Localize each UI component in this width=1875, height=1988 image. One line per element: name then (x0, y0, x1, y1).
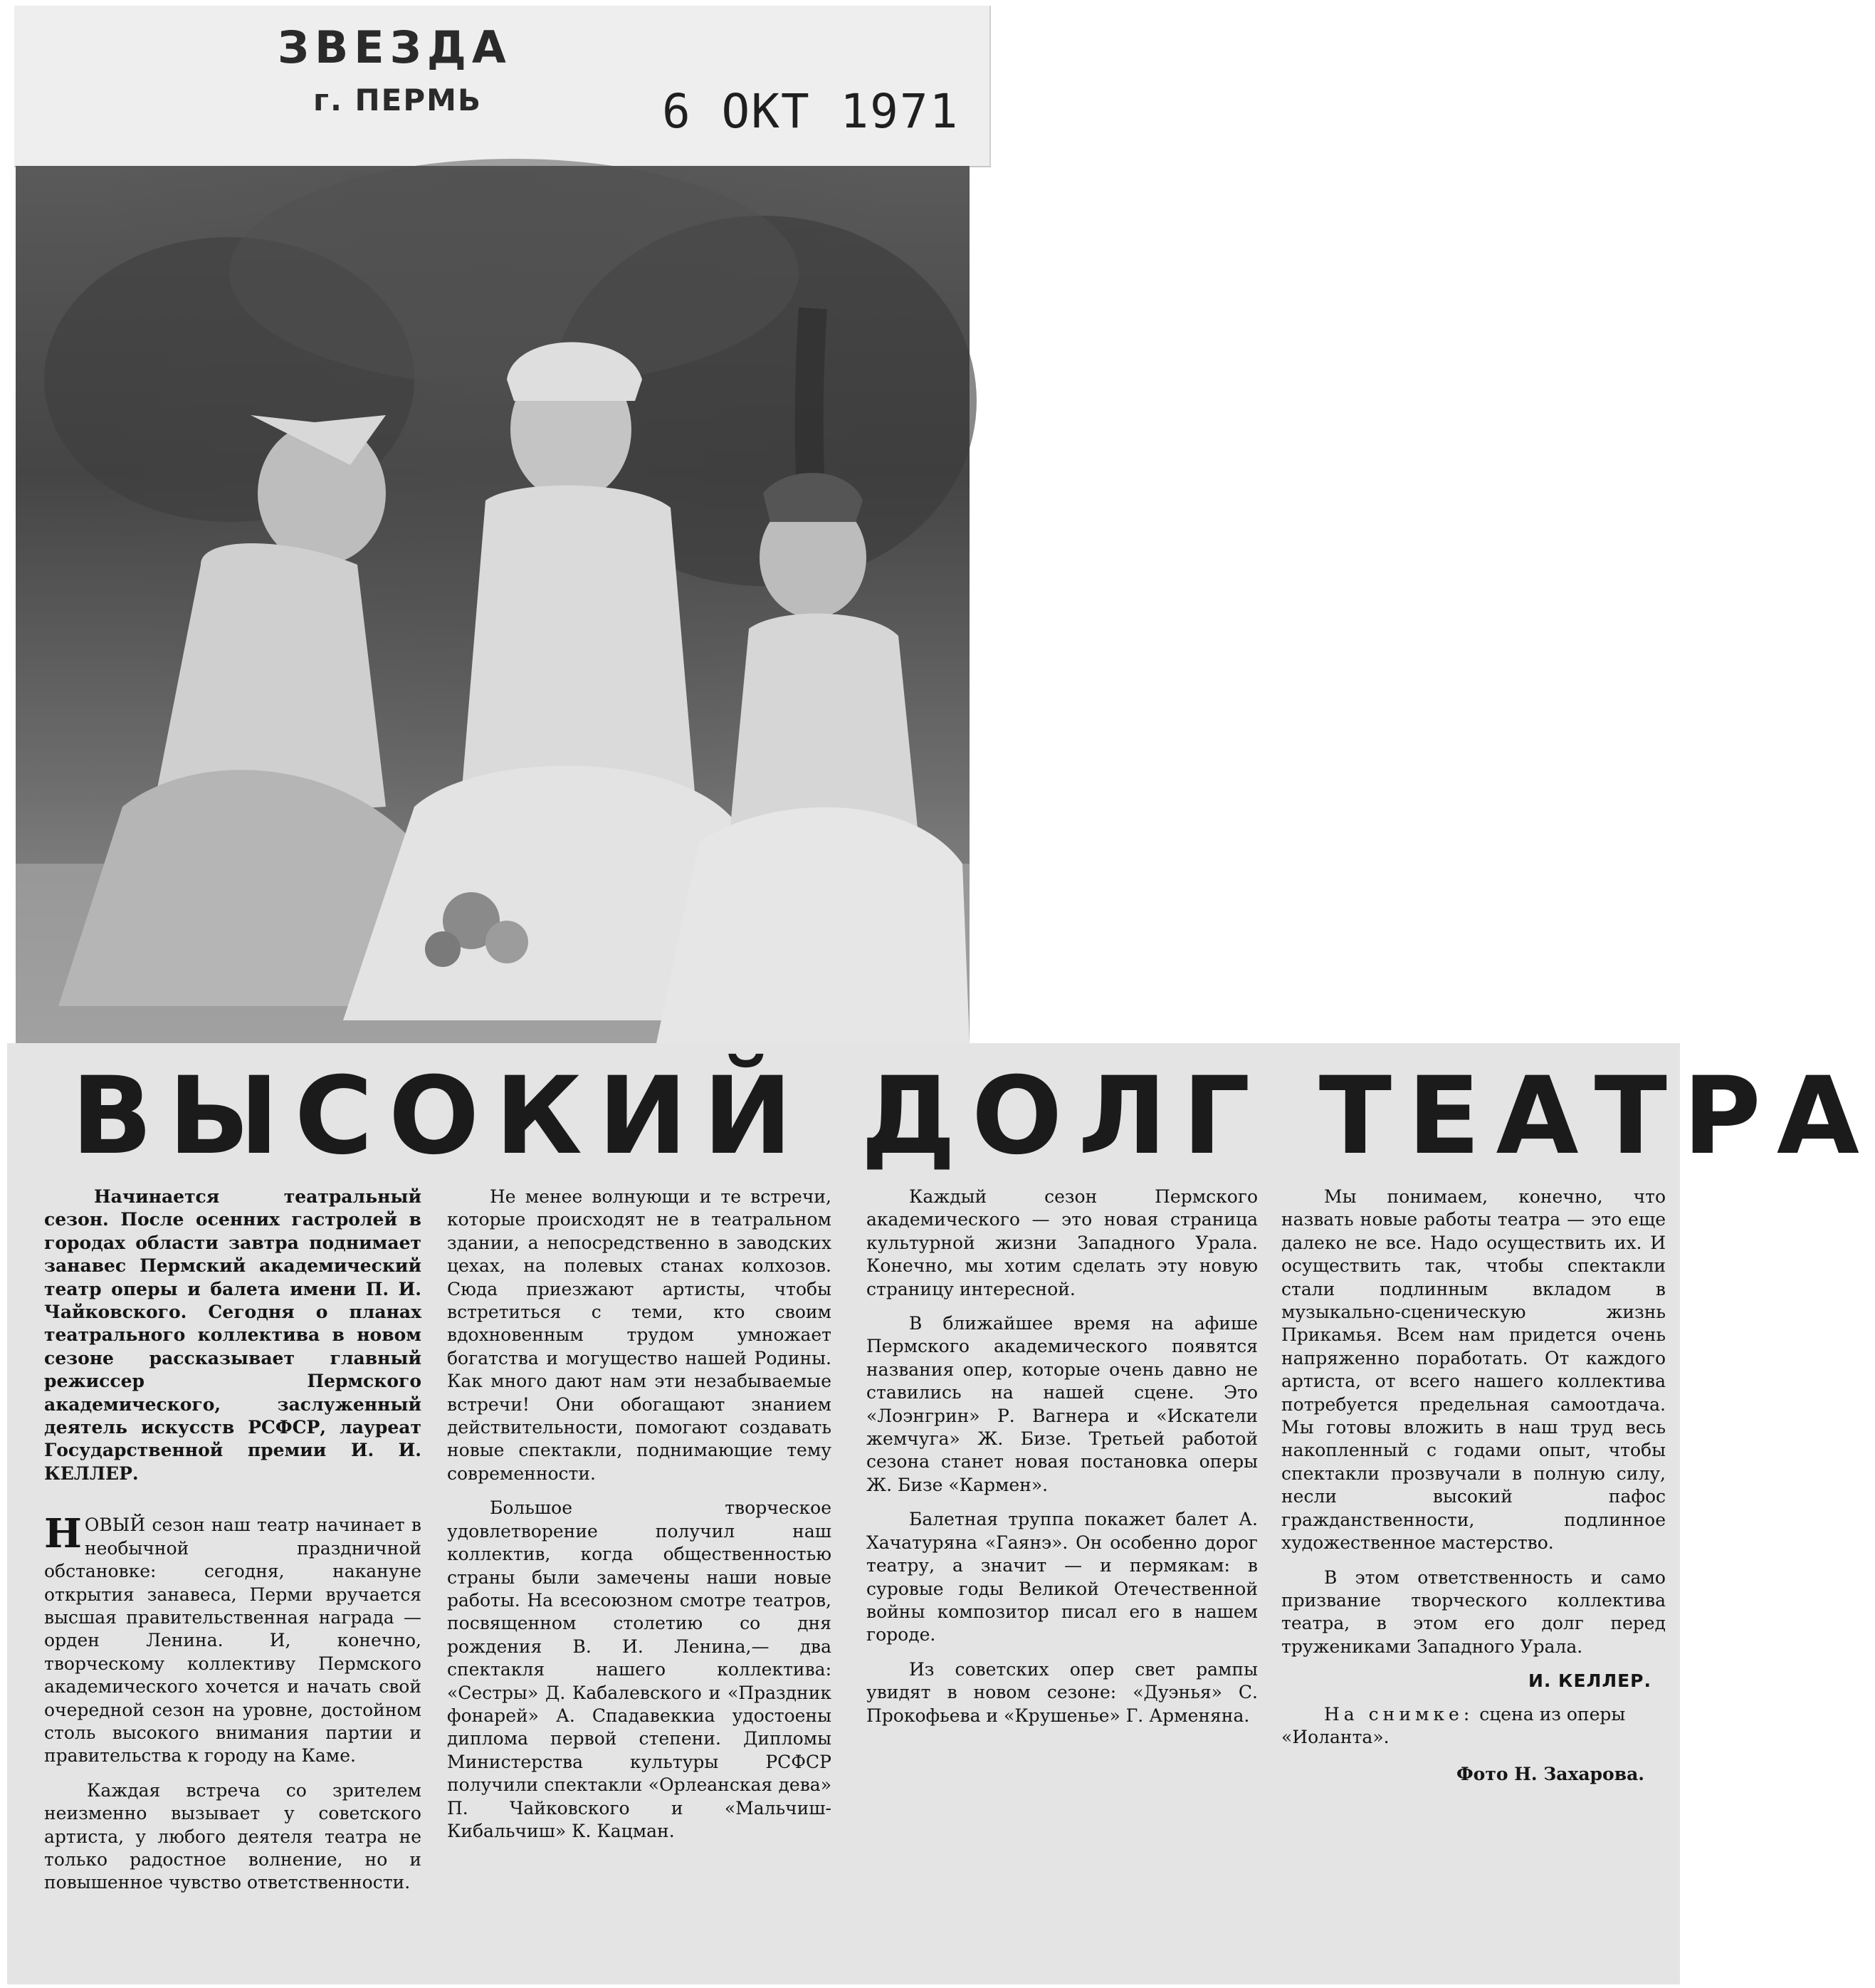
article-paragraph: Не менее волнующи и те встречи, которые происходят не в театральном здании, а непосредственно в заводских цехах, на полевых станах колхозов. Сюда приезжают артисты, чтобы встретиться с теми, кто своим вдохновенным трудом умножает богатства и могущество нашей Родины. Как много дают нам эти незабываемые встречи! Они обогащают знанием действительности, помогают создавать новые спектакли, поднимающие тему современности. (447, 1186, 831, 1484)
caption-text: сцена из оперы «Иоланта». (1281, 1703, 1626, 1747)
photo-caption (1281, 1703, 1666, 1749)
headline: ВЫСОКИЙ ДОЛГ ТЕАТРА (71, 1055, 1875, 1178)
article-column-3 (866, 1186, 1258, 1739)
dropcap: Н (44, 1510, 82, 1558)
opera-scene-photo-icon (16, 166, 970, 1043)
paragraph-text: ОВЫЙ сезон наш театр начинает в необычной праздничной обстановке: сегодня, накануне открытия занавеса, Перми вручается высшая правительственная награда — орден Ленина. И, конечно, творческому коллективу Пермского академического хочется и начать свой очередной сезон на уровне, достойном столь высокого внимания партии и правительства к городу на Каме. (44, 1514, 421, 1767)
newspaper-city: г. ПЕРМЬ (313, 83, 482, 117)
article-paragraph: Из советских опер свет рампы увидят в новом сезоне: «Дуэнья» С. Прокофьева и «Крушенье» Г. Арменяна. (866, 1658, 1258, 1726)
article-paragraph: В ближайшее время на афише Пермского академического появятся названия опер, которые очень давно не ставились на нашей сцене. Это «Лоэнгрин» Р. Вагнера и «Искатели жемчуга» Ж. Бизе. Третьей работой сезона станет новая постановка оперы Ж. Бизе «Кармен». (866, 1313, 1258, 1495)
opera-scene-photo (16, 166, 970, 1043)
article-intro: Начинается театральный сезон. После осенних гастролей в городах области завтра поднимает занавес Пермский академический театр оперы и балета имени П. И. Чайковского. Сегодня о планах театрального коллектива в новом сезоне рассказывает главный режиссер Пермского академического, заслуженный деятель искусств РСФСР, лауреат Государственной премии И. И. КЕЛЛЕР. (44, 1186, 421, 1484)
article-paragraph (44, 1510, 421, 1767)
article-paragraph: Балетная труппа покажет балет А. Хачатуряна «Гаянэ». Он особенно дорог театру, а значит — и пермякам: в суровые годы Великой Отечественной войны композитор писал его в нашем городе. (866, 1509, 1258, 1646)
author-signature: И. КЕЛЛЕР. (1528, 1670, 1651, 1692)
newspaper-name: ЗВЕЗДА (278, 21, 512, 73)
article-column-4 (1281, 1186, 1666, 1786)
article-paragraph: Каждый сезон Пермского академического — это новая страница культурной жизни Западного Урала. Конечно, мы хотим сделать эту новую страницу интересной. (866, 1186, 1258, 1299)
clipping-label (14, 6, 991, 167)
article-column-2 (447, 1186, 831, 1854)
caption-lead: На снимке: (1324, 1703, 1474, 1725)
date-stamp: 6 ОКТ 1971 (662, 84, 960, 139)
article-paragraph: Каждая встреча со зрителем неизменно вызывает у советского артиста, у любого деятеля театра не только радостное волнение, но и повышенное чувство ответственности. (44, 1779, 421, 1893)
blank-page-area (981, 7, 1679, 1032)
photo-credit: Фото Н. Захарова. (1456, 1764, 1644, 1785)
article-paragraph: Мы понимаем, конечно, что назвать новые работы театра — это еще далеко не все. Надо осуществить их. И осуществить так, чтобы спектакли стали подлинным вкладом в музыкально-сценическую жизнь Прикамья. Всем нам придется очень напряженно поработать. От каждого артиста, от всего нашего коллектива потребуется предельная самоотдача. Мы готовы вложить в наш труд весь накопленный с годами опыт, чтобы спектакли прозвучали в полную силу, несли высокий пафос гражданственности, подлинное художественное мастерство. (1281, 1186, 1666, 1554)
article-paragraph: В этом ответственность и само призвание творческого коллектива театра, в этом его долг перед тружениками Западного Урала. (1281, 1566, 1666, 1657)
article-column-1 (44, 1186, 421, 1906)
article-paragraph: Большое творческое удовлетворение получил наш коллектив, когда общественностью страны были замечены наши новые работы. На всесоюзном смотре театров, посвященном столетию со дня рождения В. И. Ленина,— два спектакля нашего коллектива: «Сестры» Д. Кабалевского и «Праздник фонарей» А. Спадавеккиа удостоены диплома первой степени. Дипломы Министерства культуры РСФСР получили спектакли «Орлеанская дева» П. Чайковского и «Мальчиш-Кибальчиш» К. Кацман. (447, 1497, 831, 1841)
article (7, 1043, 1875, 1984)
